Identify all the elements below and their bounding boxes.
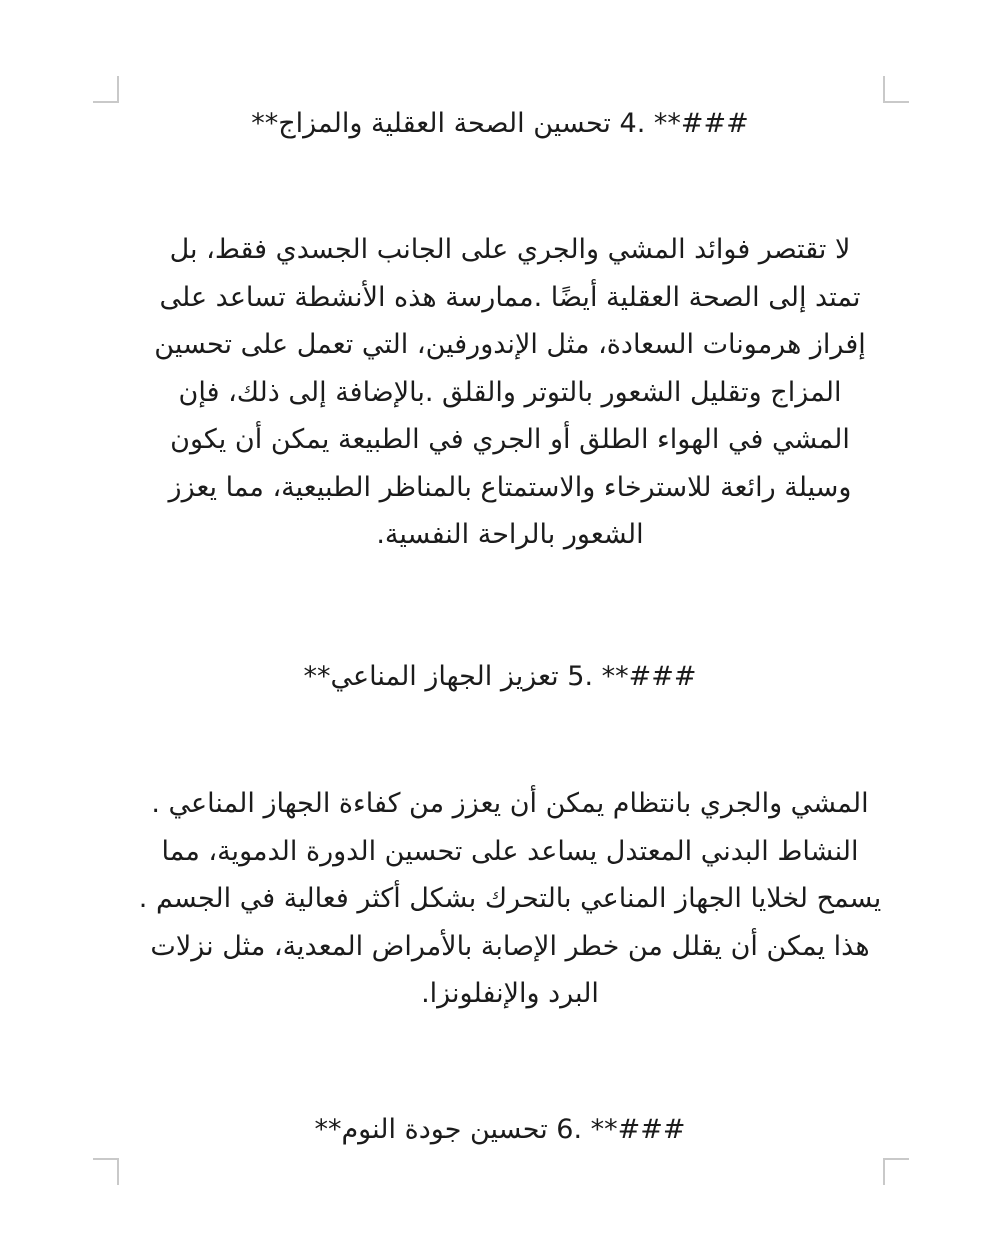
- paragraph-line: هذا يمكن أن يقلل من خطر الإصابة بالأمراض المعدية، مثل نزلات: [150, 930, 870, 962]
- paragraph-line: الشعور بالراحة النفسية.: [376, 519, 644, 550]
- page-corner-mark-bottom-left: [93, 1158, 119, 1185]
- page-corner-mark-top-right: [883, 76, 909, 103]
- paragraph-line: النشاط البدني المعتدل يساعد على تحسين الدورة الدموية، مما: [161, 835, 859, 867]
- paragraph-line: إفراز هرمونات السعادة، مثل الإندورفين، التي تعمل على تحسين: [154, 329, 866, 360]
- page-corner-mark-bottom-right: [883, 1158, 909, 1185]
- paragraph-line: وسيلة رائعة للاسترخاء والاستمتاع بالمناظر الطبيعية، مما يعزز: [168, 471, 852, 503]
- paragraph-line: يسمح لخلايا الجهاز المناعي بالتحرك بشكل أكثر فعالية في الجسم .: [138, 883, 882, 914]
- paragraph-line: المشي في الهواء الطلق أو الجري في الطبيعة يمكن أن يكون: [170, 424, 850, 455]
- section-heading-4: ###** .4 تحسين الصحة العقلية والمزاج**: [251, 108, 749, 139]
- paragraph-line: تمتد إلى الصحة العقلية أيضًا .ممارسة هذه الأنشطة تساعد على: [159, 281, 861, 313]
- section-paragraph-5: [120, 780, 900, 1018]
- paragraph-line: لا تقتصر فوائد المشي والجري على الجانب الجسدي فقط، بل: [169, 234, 851, 265]
- section-heading-5: ###** .5 تعزيز الجهاز المناعي**: [303, 661, 697, 692]
- paragraph-line: البرد والإنفلونزا.: [421, 978, 599, 1009]
- paragraph-line: المشي والجري بانتظام يمكن أن يعزز من كفاءة الجهاز المناعي .: [151, 788, 869, 819]
- section-paragraph-4: [120, 226, 900, 559]
- paragraph-line: المزاج وتقليل الشعور بالتوتر والقلق .بالإضافة إلى ذلك، فإن: [178, 376, 842, 408]
- section-heading-6: ###** .6 تحسين جودة النوم**: [314, 1114, 686, 1145]
- page-corner-mark-top-left: [93, 76, 119, 103]
